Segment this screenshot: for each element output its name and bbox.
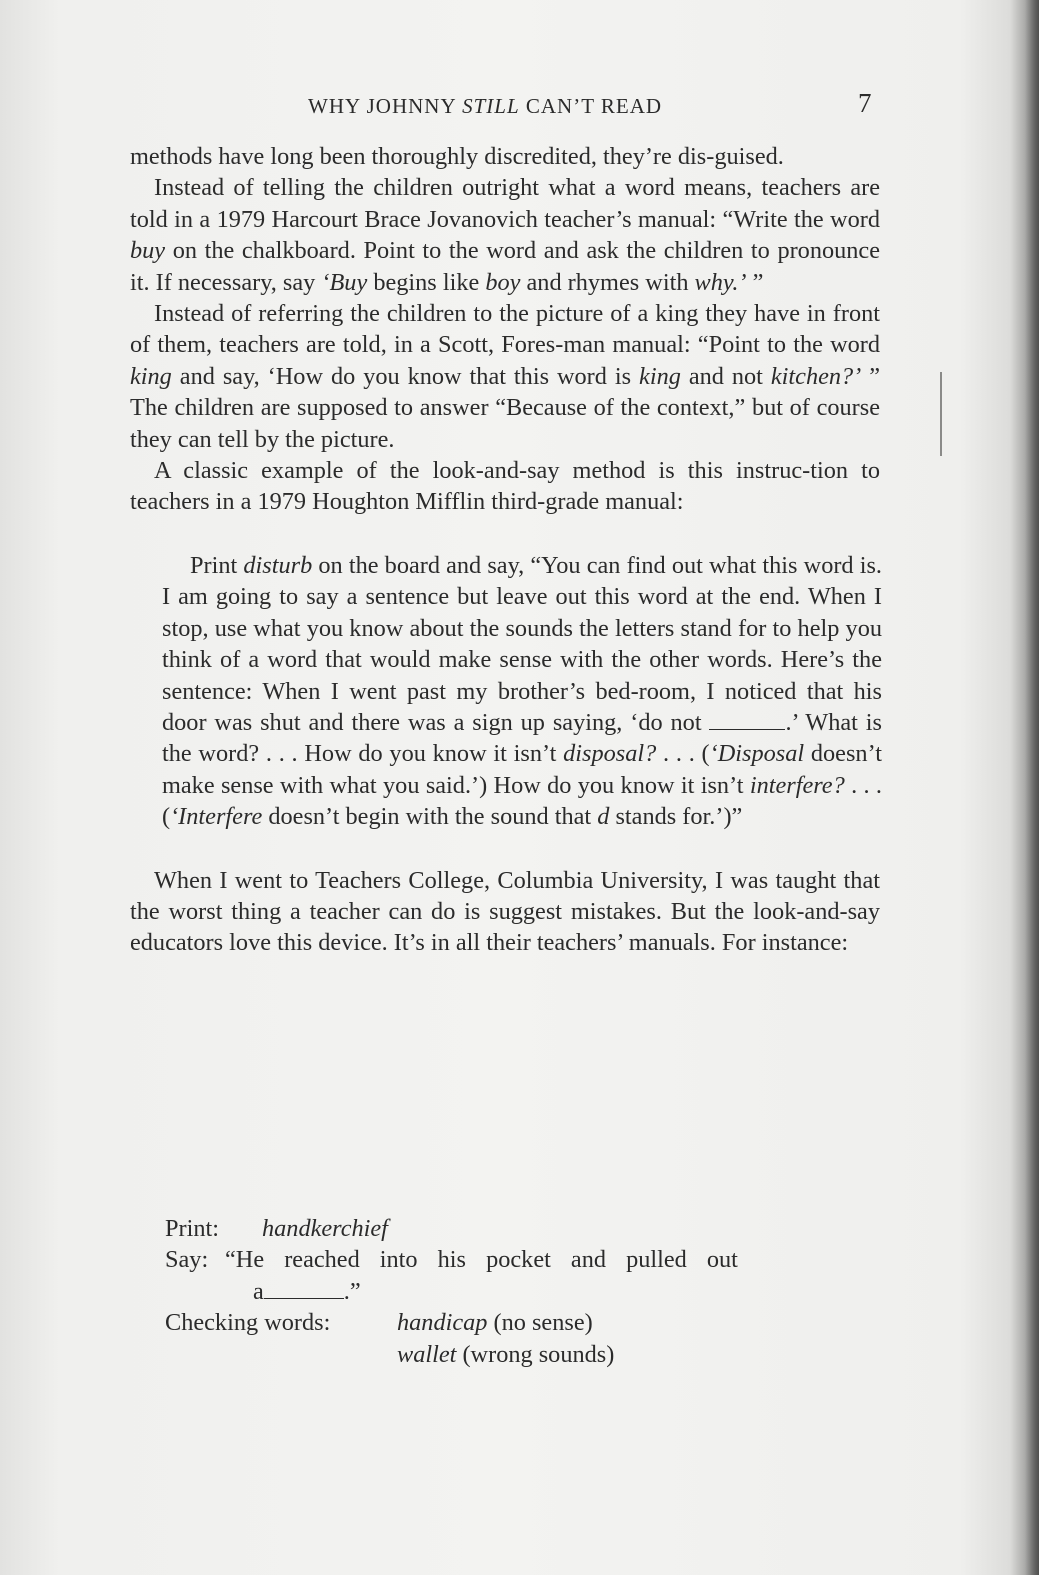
page-number: 7 [858, 88, 872, 118]
checking-row-2 [165, 1339, 865, 1370]
checking-label: Checking words: [165, 1309, 331, 1337]
example-list [165, 1213, 865, 1370]
block-quote [162, 550, 882, 833]
quote-text: Print disturb on the board and say, “You can find out what this word is. I am going to say a sentence but leave out this word at the end. When I stop, use what you know about the sounds the letters stand for to help you think of a word that would make sense with the other words. Here’s the sentence: When I went past my brother’s bed-room, I noticed that his door was shut and there was a sign up saying, ‘do not .’ What is the word? . . . How do you know it isn’t disposal? . . . (‘Disposal doesn’t make sense with what you said.’) How do you know it isn’t interfere? . . . (‘Interfere doesn’t begin with the sound that d stands for.’)” [162, 551, 882, 831]
margin-mark [940, 372, 942, 456]
fill-in-blank [264, 1280, 344, 1299]
running-head: WHY JOHNNY STILL CAN’T READ [308, 94, 663, 118]
say-row [165, 1244, 865, 1275]
page-header [130, 88, 890, 124]
say-row-continued [165, 1276, 865, 1307]
paragraph-5: When I went to Teachers College, Columbia University, I was taught that the worst thing a teacher can do is suggest mistakes. But the look-and-say educators love this device. It’s in all their teachers’ manuals. For instance: [130, 866, 880, 957]
checking-row [165, 1307, 865, 1338]
say-label: Say: [165, 1246, 209, 1274]
check-word-2: wallet (wrong sounds) [397, 1340, 615, 1368]
paragraph-1: methods have long been thoroughly discredited, they’re dis-guised. [130, 143, 784, 170]
fill-in-blank [709, 711, 785, 730]
print-word: handkerchief [262, 1215, 388, 1242]
check-word-1: handicap (no sense) [397, 1309, 593, 1337]
print-label: Print: [165, 1215, 220, 1242]
say-text: “He reached into his pocket and pulled out [225, 1246, 738, 1274]
body-text [130, 141, 880, 959]
page-edge-shadow [1025, 0, 1039, 1575]
say-text-continued: a .” [253, 1277, 361, 1305]
paragraph-2: Instead of telling the children outright what a word means, teachers are told in a 1979 Harcourt Brace Jovanovich teacher’s manual: “Write the word buy on the chalkboard. Point to the word and ask the children to pronounce it. If necessary, say ‘Buy begins like boy and rhymes with why.’ ” [130, 174, 880, 296]
paragraph-4: A classic example of the look-and-say method is this instruc-tion to teachers in a 1979 Houghton Mifflin third-grade manual: [130, 457, 880, 516]
print-row [165, 1213, 865, 1244]
paragraph-3: Instead of referring the children to the picture of a king they have in front of them, teachers are told, in a Scott, Fores-man manual: “Point to the word king and say, ‘How do you know that this word is king and not kitchen?’ ” The children are supposed to answer “Because of the context,” but of course they can tell by the picture. [130, 300, 881, 453]
